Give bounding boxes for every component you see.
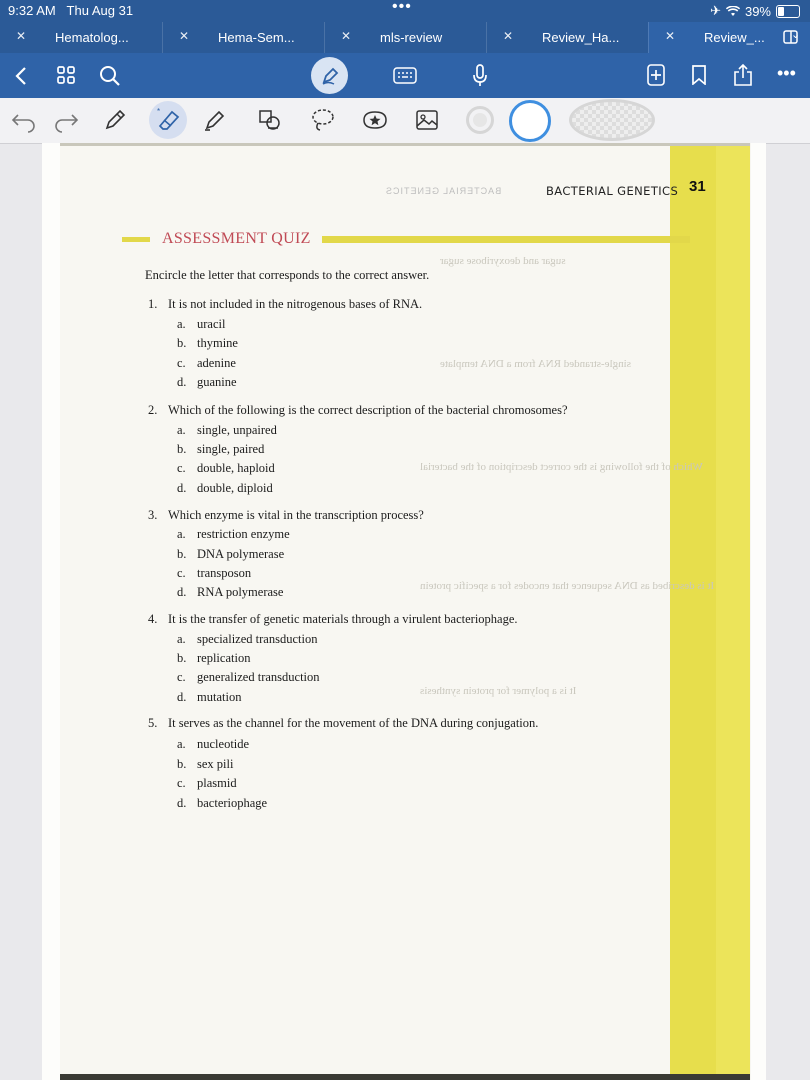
pen-icon — [320, 66, 340, 86]
title-bar-right — [322, 236, 690, 243]
answer-option[interactable]: b. replication — [177, 651, 251, 665]
lasso-icon[interactable] — [309, 106, 337, 134]
question: 2. Which of the following is the correct description of the bacterial chromosomes? — [148, 403, 568, 417]
color-swatch-grey[interactable] — [466, 106, 494, 134]
bleed-through-text: It is described as DNA sequence that encodes for a specific protein — [420, 580, 715, 592]
close-icon[interactable]: ✕ — [503, 29, 514, 43]
close-icon[interactable]: ✕ — [665, 29, 676, 43]
keyboard-icon[interactable] — [393, 67, 417, 84]
question: 5. It serves as the channel for the movement of the DNA during conjugation. — [148, 716, 539, 730]
bleed-through-header: BACTERIAL GENETICS — [385, 186, 502, 196]
bleed-through-text: single-stranded RNA from a DNA template — [440, 358, 631, 370]
more-icon[interactable]: ••• — [777, 63, 796, 83]
color-swatch-selected[interactable] — [509, 100, 551, 142]
answer-option[interactable]: b. thymine — [177, 336, 238, 350]
color-swatch-transparent[interactable] — [569, 99, 655, 141]
grid-icon[interactable] — [57, 66, 75, 84]
answer-option[interactable]: b. sex pili — [177, 757, 234, 771]
chevron-down-icon[interactable]: ⌄ — [791, 29, 801, 41]
answer-option[interactable]: c. generalized transduction — [177, 670, 320, 684]
page-number: 31 — [689, 178, 706, 195]
bleed-through-text: sugar and deoxyribose sugar — [440, 255, 566, 267]
shapes-icon[interactable] — [256, 106, 284, 134]
answer-option[interactable]: a. nucleotide — [177, 737, 250, 751]
tab-review-ha[interactable]: ✕ Review_Ha... — [486, 22, 648, 53]
new-window-icon[interactable] — [782, 28, 800, 46]
question: 3. Which enzyme is vital in the transcription process? — [148, 508, 424, 522]
answer-option[interactable]: c. adenine — [177, 356, 236, 370]
running-header: BACTERIAL GENETICS — [546, 184, 679, 198]
annotation-toolbar — [0, 98, 810, 144]
quiz-title: ASSESSMENT QUIZ — [162, 230, 311, 247]
multitask-dots[interactable]: ••• — [392, 0, 412, 15]
bookmark-icon[interactable] — [691, 65, 707, 85]
highlighter-icon[interactable] — [200, 106, 228, 134]
wifi-icon — [726, 6, 740, 17]
answer-option[interactable]: a. restriction enzyme — [177, 527, 290, 541]
status-bar — [0, 0, 810, 22]
answer-option[interactable]: c. plasmid — [177, 776, 237, 790]
question: 1. It is not included in the nitrogenous bases of RNA. — [148, 297, 423, 311]
page-body — [60, 146, 670, 1074]
answer-option[interactable]: d. mutation — [177, 690, 242, 704]
back-icon[interactable] — [14, 66, 28, 86]
pen-tool-icon[interactable] — [101, 106, 129, 134]
page-yellow-strip — [716, 143, 750, 1080]
annotate-pen-button[interactable] — [311, 57, 348, 94]
answer-option[interactable]: d. RNA polymerase — [177, 585, 284, 599]
answer-option[interactable]: d. double, diploid — [177, 481, 273, 495]
close-icon[interactable]: ✕ — [16, 29, 27, 43]
tab-hematology[interactable]: ✕ Hematolog... — [16, 29, 129, 45]
battery-percent: 39% — [744, 3, 771, 19]
bleed-through-text: Which of the following is the correct description of the bacterial — [420, 461, 703, 473]
status-indicators — [710, 3, 800, 19]
eraser-icon[interactable] — [154, 106, 182, 134]
svg-text:*: * — [157, 107, 161, 116]
tab-mls-review[interactable]: ✕ mls-review — [324, 22, 486, 53]
tab-hema-sem[interactable]: ✕ Hema-Sem... — [162, 22, 324, 53]
answer-option[interactable]: a. specialized transduction — [177, 632, 318, 646]
answer-option[interactable]: c. double, haploid — [177, 461, 275, 475]
tab-bar — [0, 22, 810, 53]
answer-option[interactable]: c. transposon — [177, 566, 252, 580]
airplane-icon: ✈ — [710, 3, 721, 18]
question: 4. It is the transfer of genetic materials through a virulent bacteriophage. — [148, 612, 518, 626]
answer-option[interactable]: d. bacteriophage — [177, 796, 268, 810]
bleed-through-text: It is a polymer for protein synthesis — [420, 685, 577, 697]
image-icon[interactable] — [413, 106, 441, 134]
answer-option[interactable]: a. single, unpaired — [177, 423, 277, 437]
tab-review-active[interactable]: ✕ Review_... ⌄ — [648, 22, 810, 53]
microphone-icon[interactable] — [472, 64, 488, 88]
share-icon[interactable] — [733, 63, 753, 87]
redo-icon[interactable] — [52, 106, 80, 134]
sticker-icon[interactable] — [361, 106, 389, 134]
answer-option[interactable]: a. uracil — [177, 317, 226, 331]
title-bar-left — [122, 237, 150, 242]
answer-option[interactable]: d. guanine — [177, 375, 237, 389]
add-page-icon[interactable] — [646, 64, 666, 86]
answer-option[interactable]: b. single, paired — [177, 442, 265, 456]
battery-icon — [776, 5, 800, 18]
status-time: 9:32 AM Thu Aug 31 — [8, 3, 134, 18]
quiz-instruction: Encircle the letter that corresponds to the correct answer. — [145, 268, 430, 282]
close-icon[interactable]: ✕ — [341, 29, 352, 43]
page-bottom-edge — [60, 1074, 750, 1080]
close-icon[interactable]: ✕ — [179, 29, 190, 43]
undo-icon[interactable] — [10, 106, 38, 134]
answer-option[interactable]: b. DNA polymerase — [177, 547, 285, 561]
search-icon[interactable] — [99, 65, 121, 87]
main-toolbar — [0, 53, 810, 98]
